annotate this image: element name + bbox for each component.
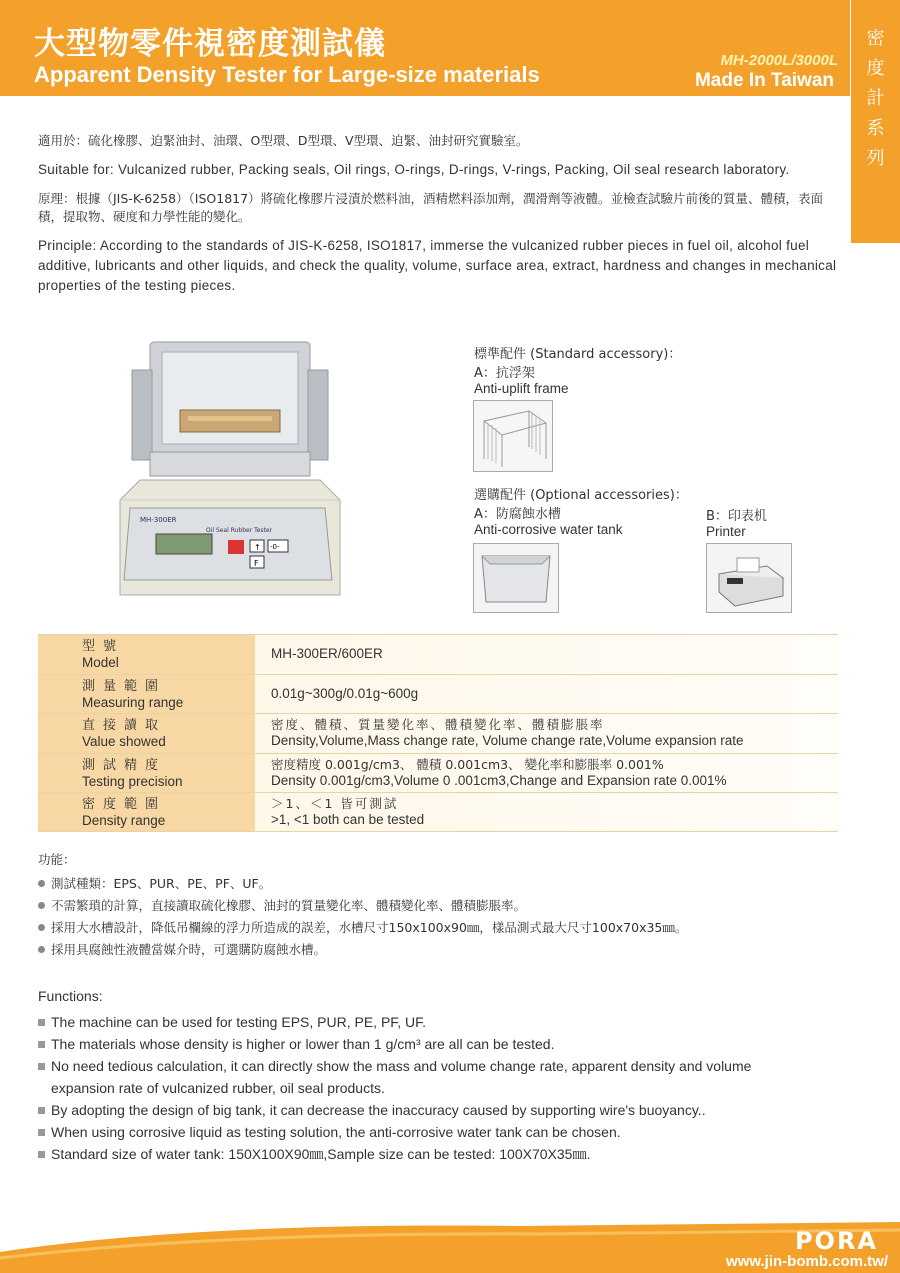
spec-value-zh: 密度精度 0.001g/cm3、 體積 0.001cm3、 變化率和膨脹率 0.001%: [271, 756, 664, 772]
list-item: [38, 895, 838, 917]
spec-value: [255, 754, 838, 793]
spec-value-zh: 密度、體積、質量變化率、體積變化率、體積膨脹率: [271, 717, 605, 733]
list-item: [38, 1055, 838, 1077]
bullet-square-icon: [38, 1019, 45, 1026]
spec-row-testing-precision: [38, 753, 838, 793]
standard-accessory-title: 標準配件 (Standard accessory)：: [474, 347, 682, 362]
series-char: 計: [866, 88, 885, 109]
spec-value-en: >1, <1 both can be tested: [271, 811, 425, 827]
functions-title-zh: 功能：: [38, 852, 76, 867]
list-item-text: When using corrosive liquid as testing solution, the anti-corrosive water tank can be chosen.: [51, 1124, 621, 1140]
tester-panel-label: Oil Seal Rubber Tester: [206, 527, 273, 534]
series-char: 系: [866, 118, 885, 139]
tester-lcd-screen: [156, 534, 212, 554]
spec-label-en: Model: [82, 655, 119, 670]
spec-label-en: Measuring range: [82, 694, 184, 710]
tank-illustration: [474, 544, 558, 612]
bullet-square-icon: [38, 1129, 45, 1136]
spec-label-zh: 測試精度: [82, 757, 167, 773]
product-image: [110, 330, 350, 610]
optional-accessory-title: 選購配件 (Optional accessories)：: [474, 488, 688, 503]
functions-title-en: Functions:: [38, 988, 103, 1004]
bullet-dot-icon: [38, 946, 45, 953]
bullet-square-icon: [38, 1107, 45, 1114]
spec-value-zh: ＞1、＜1 皆可測試: [271, 795, 399, 811]
spec-table: [38, 634, 838, 832]
standard-accessory-a-en: Anti-uplift frame: [474, 381, 569, 396]
pora-logo: PORA: [794, 1227, 878, 1255]
frame-illustration: [474, 401, 552, 471]
spec-value-en: MH-300ER/600ER: [271, 646, 383, 662]
printer-illustration: [707, 544, 791, 612]
list-item-text: No need tedious calculation, it can directly show the mass and volume change rate, apparent density and volume: [51, 1058, 752, 1074]
series-side-tab: [851, 0, 900, 243]
applicable-en: Suitable for: Vulcanized rubber, Packing seals, Oil rings, O-rings, D-rings, V-rings, Packing, Oil seal research laboratory.: [38, 162, 790, 177]
spec-label: [38, 793, 255, 831]
spec-label: [38, 675, 255, 714]
spec-value: [255, 714, 838, 753]
principle-en: Principle: According to the standards of JIS-K-6258, ISO1817, immerse the vulcanized rubber pieces in fuel oil, alcohol fuel additive, lubricants and other liquids, and check the quality, volume, surface area, extract, hardness and changes in mechanical properties of the testing pieces.: [38, 238, 837, 293]
list-item-text: 採用具腐蝕性液體當媒介時，可選購防腐蝕水槽。: [51, 942, 327, 957]
bullet-dot-icon: [38, 880, 45, 887]
spec-label-en: Testing precision: [82, 773, 183, 789]
standard-accessory-a-zh: A：抗浮架: [474, 366, 535, 381]
list-item: [38, 917, 838, 939]
tester-zero-key-label: -0-: [270, 543, 280, 551]
functions-list-zh: [38, 873, 838, 961]
list-item: [38, 1143, 838, 1165]
spec-label-en: Density range: [82, 813, 166, 828]
list-item: [38, 1011, 838, 1033]
spec-value-en: Density 0.001g/cm3,Volume 0 .001cm3,Change and Expansion rate 0.001%: [271, 772, 727, 788]
list-item-text: Standard size of water tank: 150X100X90㎜,Sample size can be tested: 100X70X35㎜.: [51, 1146, 591, 1162]
spec-label-zh: 型號: [82, 639, 125, 654]
list-item-text: The materials whose density is higher or lower than 1 g/cm³ are all can be tested.: [51, 1036, 555, 1052]
printer-image: [706, 543, 792, 613]
website-link[interactable]: www.jin-bomb.com.tw/: [726, 1253, 888, 1270]
list-item-text: 不需繁瑣的計算，直接讀取硫化橡膠、油封的質量變化率、體積變化率、體積膨脹率。: [51, 898, 527, 913]
made-in-label: Made In Taiwan: [694, 70, 834, 91]
tester-f-key-label: F: [254, 559, 259, 568]
list-item: [38, 1121, 838, 1143]
spec-label: [38, 635, 255, 674]
list-item: [38, 939, 838, 961]
list-item-text: By adopting the design of big tank, it can decrease the inaccuracy caused by supporting wire's buoyancy..: [51, 1102, 706, 1118]
applicable-zh: 適用於：硫化橡膠、迫緊油封、油環、O型環、D型環、V型環、迫緊、油封研究實驗室。: [38, 133, 529, 148]
anti-corrosive-tank-image: [473, 543, 559, 613]
tester-up-key-label: ↑: [254, 543, 261, 552]
spec-label-zh: 直接讀取: [82, 718, 167, 733]
tester-power-key: [228, 540, 244, 554]
intro-section: [38, 132, 838, 306]
optional-accessory-a-zh: A：防腐蝕水槽: [474, 507, 561, 522]
spec-row-value-showed: [38, 713, 838, 753]
bullet-dot-icon: [38, 924, 45, 931]
principle-zh: 原理：根據（JIS-K-6258）（ISO1817）將硫化橡膠片浸漬於燃料油，酒精燃料添加劑，潤滑劑等液體。並檢查試驗片前後的質量、體積，表面積，提取物、硬度和力學性能的變化。: [38, 191, 824, 224]
list-item-continuation: expansion rate of vulcanized rubber, oil seal products.: [51, 1080, 385, 1096]
tester-brand-label: MH-300ER: [140, 516, 177, 524]
spec-row-density-range: [38, 792, 838, 832]
list-item-text: The machine can be used for testing EPS, PUR, PE, PF, UF.: [51, 1014, 427, 1030]
density-tester-illustration: [110, 330, 350, 610]
spec-label: [38, 714, 255, 753]
page-title-en: Apparent Density Tester for Large-size materials: [34, 62, 540, 87]
series-tab-text: [851, 24, 900, 174]
spec-value: [255, 675, 838, 714]
list-item: [38, 873, 838, 895]
spec-label: [38, 754, 255, 793]
anti-uplift-frame-image: [473, 400, 553, 472]
spec-value-en: 0.01g~300g/0.01g~600g: [271, 685, 419, 701]
spec-row-model: [38, 634, 838, 674]
spec-label-zh: 測量範圍: [82, 678, 167, 694]
series-char: 列: [866, 148, 885, 169]
model-code: MH-2000L/3000L: [720, 52, 838, 69]
list-item: [38, 1033, 838, 1055]
page-title-zh: 大型物零件視密度測試儀: [34, 26, 386, 62]
bullet-square-icon: [38, 1041, 45, 1048]
functions-list-en: [38, 1011, 838, 1165]
header-banner: [0, 0, 850, 96]
spec-label-en: Value showed: [82, 734, 166, 749]
spec-label-zh: 密度範圍: [82, 797, 167, 812]
bullet-dot-icon: [38, 902, 45, 909]
optional-accessory-b-en: Printer: [706, 524, 746, 539]
spec-row-measuring-range: [38, 674, 838, 714]
bullet-square-icon: [38, 1063, 45, 1070]
spec-value: [255, 793, 838, 831]
bullet-square-icon: [38, 1151, 45, 1158]
optional-accessory-b-zh: B：印表机: [706, 509, 767, 524]
list-item-text: 測試種類：EPS、PUR、PE、PF、UF。: [51, 876, 272, 891]
list-item: [38, 1099, 838, 1121]
list-item-text: 採用大水槽設計，降低吊欄線的浮力所造成的誤差，水槽尺寸150x100x90㎜，樣品測式最大尺寸100x70x35㎜。: [51, 920, 688, 935]
series-char: 度: [866, 58, 885, 79]
spec-value: [255, 635, 838, 674]
optional-accessory-a-en: Anti-corrosive water tank: [474, 522, 623, 537]
spec-value-en: Density,Volume,Mass change rate, Volume change rate,Volume expansion rate: [271, 733, 744, 749]
series-char: 密: [866, 28, 885, 49]
